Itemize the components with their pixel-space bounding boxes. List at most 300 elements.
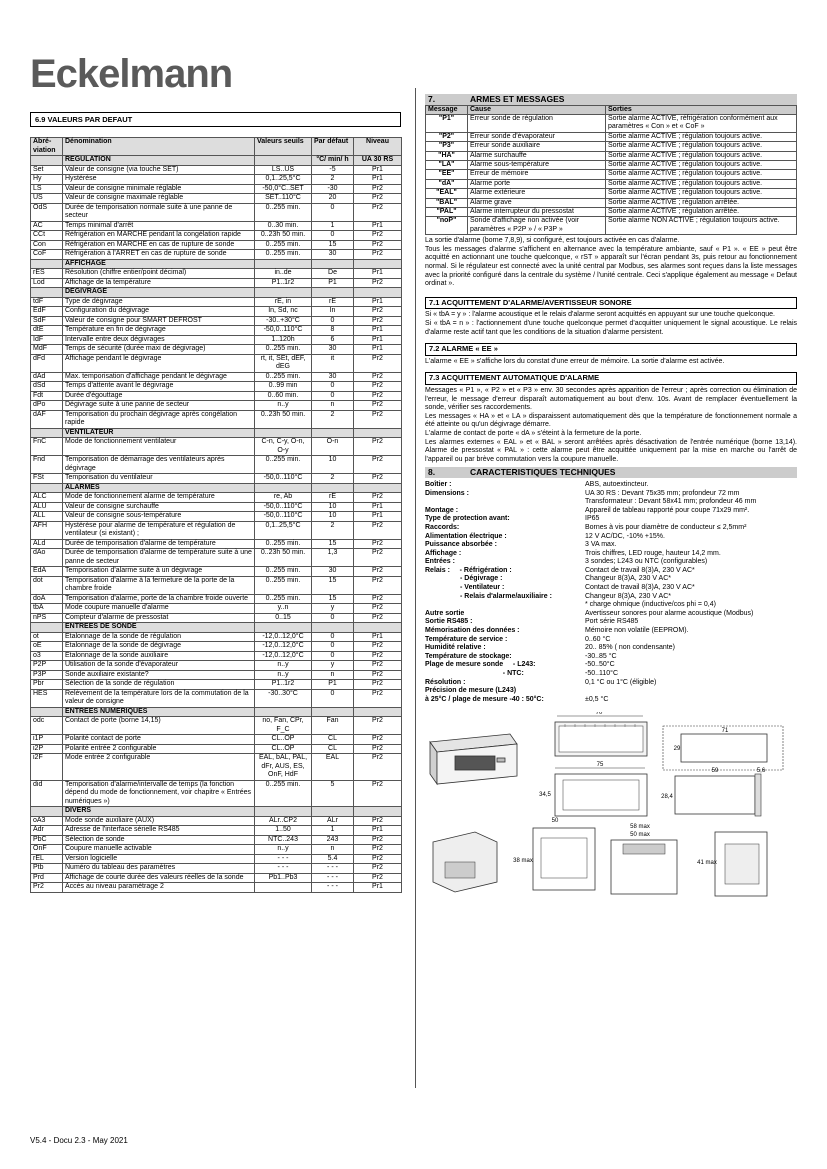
cell-default: 2 xyxy=(312,521,354,539)
table-group-row xyxy=(31,428,402,438)
cell-default: P1 xyxy=(312,278,354,288)
cell-default: 0 xyxy=(312,231,354,241)
spec-value: Changeur 8(3)A, 230 V AC* xyxy=(585,592,671,600)
section-7-2-title: 7.2 ALARME « EE » xyxy=(425,343,797,356)
cell-message: "LA" xyxy=(426,161,468,170)
spec-key: Température de stockage: xyxy=(425,652,512,660)
cell-range: 0..15 xyxy=(255,613,312,623)
front-view xyxy=(555,712,783,770)
table-row xyxy=(31,221,402,231)
table-row xyxy=(31,345,402,355)
cell-level: Pr2 xyxy=(354,278,402,288)
table-row xyxy=(31,661,402,671)
spec-key: Dimensions : xyxy=(425,489,469,497)
cell-level: Pr2 xyxy=(354,661,402,671)
dim-41-max: 41 max xyxy=(697,860,717,867)
cell-message: "P2" xyxy=(426,132,468,141)
cell-output: Sortie alarme ACTIVE ; régulation arrêtée. xyxy=(606,198,797,207)
table-group-row xyxy=(31,623,402,633)
cell-default: 30 xyxy=(312,567,354,577)
cell-level: Pr1 xyxy=(354,165,402,175)
cell-range: 0..23h 50 min. xyxy=(255,231,312,241)
section-8-number: 8. xyxy=(428,467,436,478)
cell-default: y xyxy=(312,661,354,671)
cell-abbrev: Adr xyxy=(31,826,63,836)
spec-key: Résolution : xyxy=(425,678,466,686)
table-row xyxy=(31,438,402,456)
spec-row xyxy=(425,661,797,670)
cell-message: "PAL" xyxy=(426,208,468,217)
spec-value: Avertisseur sonores pour alarme acoustique (Modbus) xyxy=(585,609,754,617)
cell-abbrev xyxy=(31,156,63,166)
cell-output: Sortie alarme ACTIVE ; régulation toujours active. xyxy=(606,151,797,160)
cell-default: 2 xyxy=(312,410,354,428)
cell-abbrev: Pbr xyxy=(31,680,63,690)
spec-value: Port série RS485 xyxy=(585,618,639,626)
cell-level: Pr1 xyxy=(354,335,402,345)
cell-level xyxy=(354,707,402,717)
cell-default: 1 xyxy=(312,221,354,231)
cell-output: Sortie alarme ACTIVE ; régulation toujours active. xyxy=(606,179,797,188)
cell-default: 15 xyxy=(312,539,354,549)
cell-level: Pr2 xyxy=(354,845,402,855)
cell-abbrev: Ptb xyxy=(31,864,63,874)
cell-range: C-n, C-y, O-n, O-y xyxy=(255,438,312,456)
cell-name: REGULATION xyxy=(63,156,255,166)
table-row xyxy=(31,744,402,754)
table-row xyxy=(31,203,402,221)
cell-abbrev: oA3 xyxy=(31,816,63,826)
cell-default: 30 xyxy=(312,372,354,382)
cell-name: ENTREES NUMERIQUES xyxy=(63,707,255,717)
spec-key: Relais : - Réfrigération : xyxy=(425,566,512,574)
cell-name: Mode de fonctionnement alarme de température xyxy=(63,493,255,503)
spec-row xyxy=(425,498,797,507)
cell-name: Configuration du dégivrage xyxy=(63,307,255,317)
cell-cause: Erreur sonde auxiliaire xyxy=(468,142,606,151)
cell-default: -30 xyxy=(312,184,354,194)
cell-abbrev: Pr2 xyxy=(31,883,63,893)
table-group-row xyxy=(31,707,402,717)
cell-name: Valeur de consigne surchauffe xyxy=(63,502,255,512)
cell-default: 8 xyxy=(312,326,354,336)
cell-default xyxy=(312,288,354,298)
table-row xyxy=(31,335,402,345)
cell-level: Pr2 xyxy=(354,835,402,845)
cell-range: 0..255 min. xyxy=(255,539,312,549)
cell-default xyxy=(312,807,354,817)
col-range-header: Valeurs seuils xyxy=(255,138,312,156)
cell-range: -50,0..110°C xyxy=(255,326,312,336)
spec-value: Mémoire non volatile (EEPROM). xyxy=(585,627,689,635)
cell-range: LS..US xyxy=(255,165,312,175)
spec-key: Température de service : xyxy=(425,635,508,643)
footer-version: V5.4 - Docu 2.3 - May 2021 xyxy=(30,1136,128,1145)
cell-range xyxy=(255,623,312,633)
table-row xyxy=(31,278,402,288)
spec-key: Affichage : xyxy=(425,549,462,557)
cell-abbrev: CoF xyxy=(31,250,63,260)
cell-abbrev: did xyxy=(31,780,63,807)
cell-default: 243 xyxy=(312,835,354,845)
cell-abbrev: dtE xyxy=(31,326,63,336)
cell-message: "dA" xyxy=(426,179,468,188)
spec-value: Contact de travail 8(3)A, 230 V AC* xyxy=(585,584,695,592)
cell-level: Pr1 xyxy=(354,345,402,355)
spec-row xyxy=(425,533,797,542)
cell-name: Réfrigération à l'ARRET en cas de rupture de sonde xyxy=(63,250,255,260)
cell-level: Pr1 xyxy=(354,632,402,642)
cell-abbrev: EdA xyxy=(31,567,63,577)
cell-level: Pr1 xyxy=(354,512,402,522)
spec-value: * charge ohmique (inductive/cos phi = 0,4) xyxy=(585,601,716,609)
cell-abbrev: Con xyxy=(31,240,63,250)
parameters-table xyxy=(30,137,402,893)
cell-range: P1..1r2 xyxy=(255,278,312,288)
cell-name: Résolution (chiffre entier/point décimal) xyxy=(63,269,255,279)
cell-name: Numéro du tableau des paramètres xyxy=(63,864,255,874)
dim-28-4: 28,4 xyxy=(661,794,673,801)
cell-name: Hystérèse pour alarme de température et régulation de ventilateur (si existant) ; xyxy=(63,521,255,539)
cell-name: AFFICHAGE xyxy=(63,259,255,269)
cell-level: Pr2 xyxy=(354,744,402,754)
cell-name: Sonde auxiliaire existante? xyxy=(63,670,255,680)
cell-range: 0..255 min. xyxy=(255,203,312,221)
cell-output: Sortie alarme NON ACTIVE ; régulation toujours active. xyxy=(606,217,797,235)
cell-level: Pr2 xyxy=(354,231,402,241)
cell-name: Version logicielle xyxy=(63,854,255,864)
cell-abbrev: rEL xyxy=(31,854,63,864)
cell-default: 1 xyxy=(312,826,354,836)
cell-abbrev: rES xyxy=(31,269,63,279)
table-row xyxy=(31,401,402,411)
table-row xyxy=(31,250,402,260)
dim-75: 75 xyxy=(596,762,604,769)
table-group-row xyxy=(31,156,402,166)
cell-abbrev: tbA xyxy=(31,604,63,614)
table-row xyxy=(31,680,402,690)
cell-range: 0..255 min. xyxy=(255,372,312,382)
cell-range: ALr..CP2 xyxy=(255,816,312,826)
cell-default xyxy=(312,259,354,269)
table-row xyxy=(31,642,402,652)
table-row xyxy=(31,864,402,874)
cell-range: -12,0..12,0°C xyxy=(255,632,312,642)
cell-abbrev: US xyxy=(31,194,63,204)
cell-range xyxy=(255,259,312,269)
cell-default: - - - xyxy=(312,873,354,883)
cell-message: "BAL" xyxy=(426,198,468,207)
cell-range xyxy=(255,483,312,493)
spec-key: Humidité relative : xyxy=(425,644,486,652)
cell-name: Affichage de courte durée des valeurs réelles de la sonde xyxy=(63,873,255,883)
table-group-row xyxy=(31,259,402,269)
alarm-messages-table xyxy=(425,105,797,236)
cell-name: DEGIVRAGE xyxy=(63,288,255,298)
spec-value: Contact de travail 8(3)A, 230 V AC* xyxy=(585,566,695,574)
cell-range: 0..255 min. xyxy=(255,576,312,594)
cell-name: Valeur de consigne pour SMART DEFROST xyxy=(63,316,255,326)
cell-abbrev: HES xyxy=(31,689,63,707)
cell-abbrev: i1P xyxy=(31,735,63,745)
cell-level: Pr2 xyxy=(354,521,402,539)
cell-output: Sortie alarme ACTIVE ; régulation toujours active. xyxy=(606,189,797,198)
cell-name: Durée de temporisation d'alarme de température xyxy=(63,539,255,549)
spec-key: Raccords: xyxy=(425,523,460,531)
cell-level: Pr2 xyxy=(354,391,402,401)
cell-level: Pr2 xyxy=(354,873,402,883)
cell-name: Coupure manuelle activable xyxy=(63,845,255,855)
cell-default: O-n xyxy=(312,438,354,456)
cell-level: Pr2 xyxy=(354,184,402,194)
cell-level: Pr2 xyxy=(354,240,402,250)
cell-message: "P3" xyxy=(426,142,468,151)
table-row xyxy=(31,717,402,735)
table-row xyxy=(31,307,402,317)
spec-value: 0..60 °C xyxy=(585,635,611,643)
cell-output: Sortie alarme ACTIVE, réfrigération conformément aux paramètres « Con » et « CoF » xyxy=(606,115,797,133)
cell-default: y xyxy=(312,604,354,614)
table-row xyxy=(31,576,402,594)
cell-default: 0 xyxy=(312,613,354,623)
cell-level: Pr1 xyxy=(354,502,402,512)
cell-level: Pr2 xyxy=(354,735,402,745)
table-row xyxy=(31,539,402,549)
cell-name: Adresse de l'interface sérielle RS485 xyxy=(63,826,255,836)
cell-level: Pr2 xyxy=(354,613,402,623)
cell-abbrev: ALd xyxy=(31,539,63,549)
table-row xyxy=(31,689,402,707)
cell-abbrev: dAd xyxy=(31,372,63,382)
cell-level: Pr2 xyxy=(354,680,402,690)
cell-default: 0 xyxy=(312,316,354,326)
spec-key: Montage : xyxy=(425,506,459,514)
cell-name: ENTREES DE SONDE xyxy=(63,623,255,633)
cell-level: Pr2 xyxy=(354,816,402,826)
cell-abbrev: P3P xyxy=(31,670,63,680)
cell-level: Pr2 xyxy=(354,372,402,382)
cell-abbrev: i2P xyxy=(31,744,63,754)
cell-default: EAL xyxy=(312,754,354,781)
cell-abbrev xyxy=(31,483,63,493)
alarm-row xyxy=(426,179,797,188)
cell-cause: Alarme sous-température xyxy=(468,161,606,170)
col-cause-header: Cause xyxy=(468,105,606,114)
s73-para-1: Messages « P1 », « P2 » et « P3 » env. 30 secondes après apparition de l'erreur ; après correction ou élimination de l'erreur, le message d'erreur disparaît automatiquement au bout d'env. 10s. Avant de remplacer éventuellement la sonde, vérifier ses raccordements. xyxy=(425,387,797,412)
cell-abbrev: Lod xyxy=(31,278,63,288)
cell-abbrev: dSd xyxy=(31,382,63,392)
spec-row xyxy=(425,507,797,516)
right-column xyxy=(425,94,797,917)
cell-level: Pr2 xyxy=(354,780,402,807)
cell-range: - - - xyxy=(255,854,312,864)
cell-abbrev xyxy=(31,707,63,717)
transformer-drawing xyxy=(433,818,767,896)
cell-default: Fan xyxy=(312,717,354,735)
alarm-row xyxy=(426,151,797,160)
cell-default: n xyxy=(312,670,354,680)
cell-cause: Erreur de mémoire xyxy=(468,170,606,179)
spec-value: -50..50°C xyxy=(585,661,615,669)
cell-name: Temporisation d'alarme/intervalle de temps (la fonction dépend du mode de fonctionnement, voir chapitre « Entrées numériques ») xyxy=(63,780,255,807)
table-group-row xyxy=(31,288,402,298)
cell-name: Contact de porte (borne 14,15) xyxy=(63,717,255,735)
s72-para-1: L'alarme « EE » s'affiche lors du constat d'une erreur de mémoire. La sortie d'alarme est activée. xyxy=(425,357,725,365)
cell-default xyxy=(312,483,354,493)
table-group-row xyxy=(31,807,402,817)
cell-level: Pr2 xyxy=(354,493,402,503)
cell-abbrev: dFd xyxy=(31,354,63,372)
dimension-drawings xyxy=(425,712,797,917)
cell-default xyxy=(312,623,354,633)
dim-50: 50 xyxy=(551,818,559,825)
cell-range: -12,0..12,0°C xyxy=(255,642,312,652)
cell-level: Pr2 xyxy=(354,354,402,372)
section-8-heading xyxy=(425,467,797,478)
cell-message: "EE" xyxy=(426,170,468,179)
table-row xyxy=(31,512,402,522)
cell-name: Température en fin de dégivrage xyxy=(63,326,255,336)
cell-output: Sortie alarme ACTIVE ; régulation toujours active. xyxy=(606,170,797,179)
cell-level: Pr2 xyxy=(354,382,402,392)
side-view xyxy=(539,762,766,816)
cell-name: Type de dégivrage xyxy=(63,297,255,307)
col-name-header: Dénomination xyxy=(63,138,255,156)
cell-name: Valeur de consigne (via touche SET) xyxy=(63,165,255,175)
alarm-row xyxy=(426,208,797,217)
cell-name: Mode coupure manuelle d'alarme xyxy=(63,604,255,614)
dim-70: 70 xyxy=(595,712,603,717)
cell-name: Réfrigération en MARCHE pendant la congélation rapide xyxy=(63,231,255,241)
cell-level: Pr2 xyxy=(354,203,402,221)
spec-row xyxy=(425,490,797,499)
cell-abbrev xyxy=(31,807,63,817)
spec-row xyxy=(425,558,797,567)
table-row xyxy=(31,632,402,642)
cell-name: Max. temporisation d'affichage pendant le dégivrage xyxy=(63,372,255,382)
cell-default: CL xyxy=(312,744,354,754)
cell-abbrev xyxy=(31,623,63,633)
cell-range: 0,1..25,5°C xyxy=(255,175,312,185)
cell-default: 2 xyxy=(312,175,354,185)
dimension-drawings-svg xyxy=(425,712,797,917)
cell-level: Pr2 xyxy=(354,438,402,456)
cell-default: n xyxy=(312,845,354,855)
cell-range: EAL, bAL, PAL, dFr, AUS, ES, OnF, HdF xyxy=(255,754,312,781)
cell-level xyxy=(354,623,402,633)
cell-abbrev: oE xyxy=(31,642,63,652)
cell-abbrev xyxy=(31,288,63,298)
table-row xyxy=(31,372,402,382)
cell-default: rE xyxy=(312,493,354,503)
col-abbrev-header: Abré-viation xyxy=(31,138,63,156)
cell-level: Pr2 xyxy=(354,250,402,260)
cell-default: 2 xyxy=(312,474,354,484)
column-divider xyxy=(415,88,416,1088)
cell-default: 0 xyxy=(312,632,354,642)
spec-row xyxy=(425,593,797,602)
cell-abbrev: Hy xyxy=(31,175,63,185)
cell-range: n..y xyxy=(255,670,312,680)
cell-range: rt, it, SEt, dEF, dEG xyxy=(255,354,312,372)
cell-range: n..y xyxy=(255,845,312,855)
cell-level xyxy=(354,807,402,817)
cell-level: Pr2 xyxy=(354,717,402,735)
spec-row xyxy=(425,515,797,524)
spec-value: Appareil de tableau rapporté pour coupe 71x29 mm². xyxy=(585,506,750,514)
cell-name: Réfrigération en MARCHE en cas de rupture de sonde xyxy=(63,240,255,250)
cell-level: Pr1 xyxy=(354,883,402,893)
spec-row xyxy=(425,670,797,679)
cell-range: -30..30°C xyxy=(255,689,312,707)
s73-para-3: L'alarme de contact de porte « dA » s'éteint à la fermeture de la porte. xyxy=(425,429,642,437)
cell-name: Durée d'égouttage xyxy=(63,391,255,401)
cell-default: 5 xyxy=(312,780,354,807)
cell-level: Pr2 xyxy=(354,576,402,594)
cell-abbrev: Prd xyxy=(31,873,63,883)
cell-default: - - - xyxy=(312,883,354,893)
cell-name: Mode entrée 2 configurable xyxy=(63,754,255,781)
spec-key: Boîtier : xyxy=(425,480,452,488)
alarm-row xyxy=(426,189,797,198)
cell-name: Sélection de sonde xyxy=(63,835,255,845)
spec-value: Bornes à vis pour diamètre de conducteur ≤ 2,5mm² xyxy=(585,523,747,531)
table-row xyxy=(31,354,402,372)
cell-default: 0 xyxy=(312,382,354,392)
cell-name: VENTILATEUR xyxy=(63,428,255,438)
cell-range: 0..30 min. xyxy=(255,221,312,231)
col-outputs-header: Sorties xyxy=(606,105,797,114)
cell-default: 6 xyxy=(312,335,354,345)
spec-value: Trois chiffres, LED rouge, hauteur 14,2 mm. xyxy=(585,549,721,557)
cell-default: - - - xyxy=(312,864,354,874)
cell-abbrev: AFH xyxy=(31,521,63,539)
alarm-output-note: La sortie d'alarme (borne 7,8,9), si configuré, est toujours activée en cas d'alarme. xyxy=(425,237,680,245)
spec-row xyxy=(425,644,797,653)
cell-name: Accès au niveau paramétrage 2 xyxy=(63,883,255,893)
cell-level xyxy=(354,428,402,438)
spec-key: Entrées : xyxy=(425,558,455,566)
default-values-section xyxy=(30,112,401,893)
cell-abbrev: FnC xyxy=(31,438,63,456)
alarm-row xyxy=(426,161,797,170)
cell-default: it xyxy=(312,354,354,372)
cell-level: Pr2 xyxy=(354,307,402,317)
cell-range: -50,0..110°C xyxy=(255,512,312,522)
cell-default: CL xyxy=(312,735,354,745)
cell-abbrev: IdF xyxy=(31,335,63,345)
cell-name: Polarité contact de porte xyxy=(63,735,255,745)
cell-abbrev: AC xyxy=(31,221,63,231)
table-row xyxy=(31,604,402,614)
s73-para-2: Les messages « HA » et « LA » disparaissent automatiquement dès que la température de fonctionnement normale a été atteinte ou qu'un dégivrage démarre. xyxy=(425,412,797,429)
spec-key: Autre sortie xyxy=(425,609,465,617)
cell-level: Pr2 xyxy=(354,316,402,326)
spec-value: 0,1 °C ou 1°C (éligible) xyxy=(585,678,657,686)
table-row xyxy=(31,613,402,623)
cell-level: Pr2 xyxy=(354,754,402,781)
cell-range: CL..OP xyxy=(255,735,312,745)
section-7-1-title: 7.1 ACQUITTEMENT D'ALARME/AVERTISSEUR SONORE xyxy=(425,297,797,310)
cell-range xyxy=(255,883,312,893)
spec-key: Sortie RS485 : xyxy=(425,618,473,626)
cell-cause: Alarme interrupteur du pressostat xyxy=(468,208,606,217)
cell-message: "EAL" xyxy=(426,189,468,198)
cell-name: Etalonnage de la sonde de régulation xyxy=(63,632,255,642)
cell-range: 0..255 min. xyxy=(255,594,312,604)
spec-row xyxy=(425,687,797,696)
cell-level: Pr1 xyxy=(354,221,402,231)
